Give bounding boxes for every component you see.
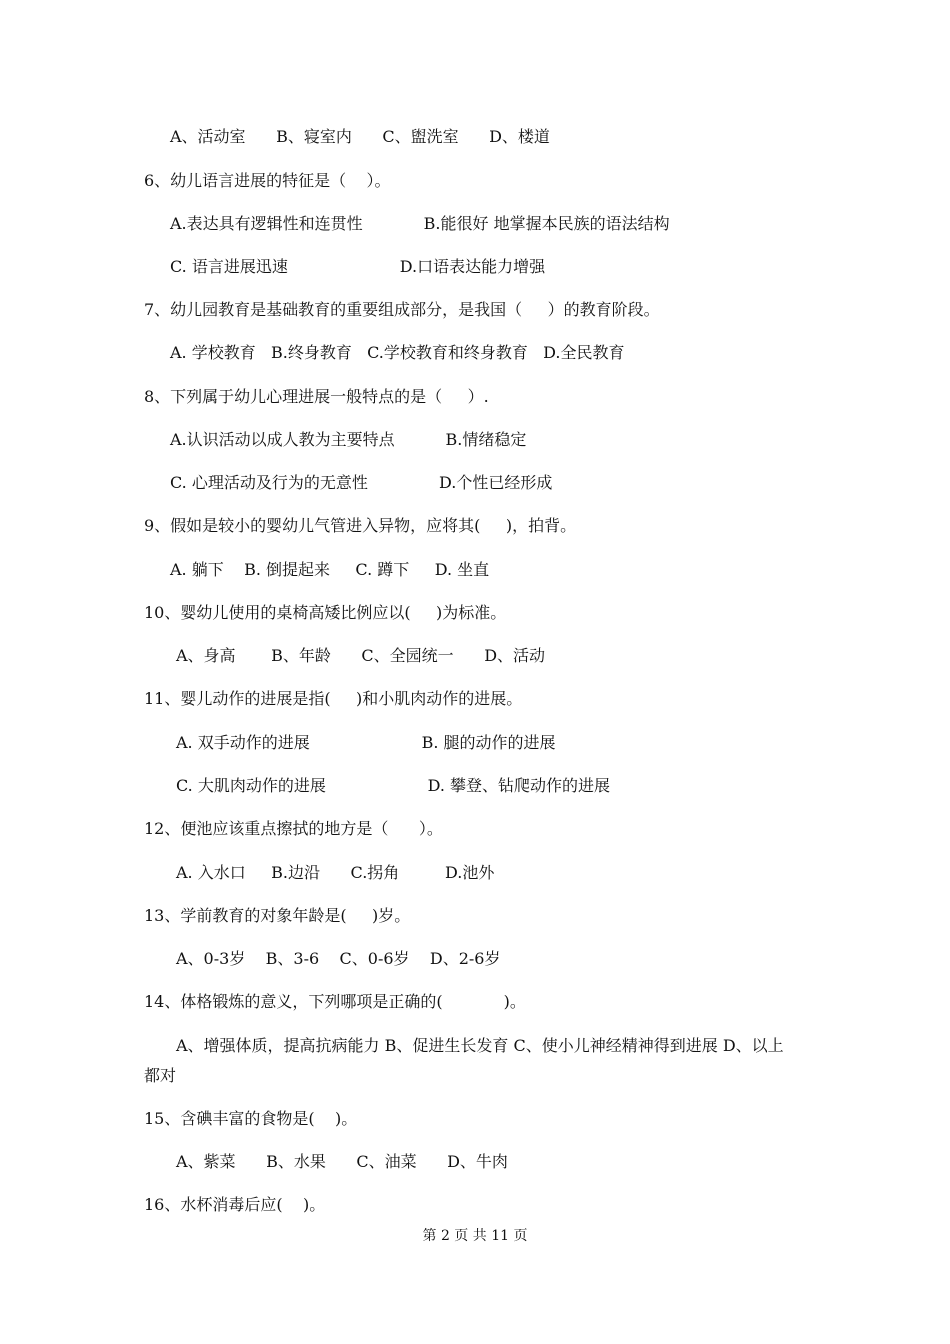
q11-options-row1: A. 双手动作的进展 B. 腿的动作的进展 — [176, 733, 556, 752]
q10-options: A、身高 B、年龄 C、全园统一 D、活动 — [176, 646, 546, 665]
q7-stem: 7、幼儿园教育是基础教育的重要组成部分，是我国（ ）的教育阶段。 — [144, 300, 660, 319]
q16-stem: 16、水杯消毒后应( )。 — [144, 1195, 326, 1214]
q9-stem: 9、假如是较小的婴幼儿气管进入异物，应将其( )，拍背。 — [144, 516, 577, 535]
q11-options-row2: C. 大肌肉动作的进展 D. 攀登、钻爬动作的进展 — [176, 776, 610, 795]
q10-stem: 10、婴幼儿使用的桌椅高矮比例应以( )为标准。 — [144, 603, 507, 622]
q5-options: A、活动室 B、寝室内 C、盥洗室 D、楼道 — [170, 127, 550, 146]
q13-stem: 13、学前教育的对象年龄是( )岁。 — [144, 906, 411, 925]
q6-options-row2: C. 语言进展迅速 D.口语表达能力增强 — [170, 257, 546, 276]
q7-options: A. 学校教育 B.终身教育 C.学校教育和终身教育 D.全民教育 — [170, 343, 625, 362]
q11-stem: 11、婴儿动作的进展是指( )和小肌肉动作的进展。 — [144, 689, 523, 708]
q8-options-row2: C. 心理活动及行为的无意性 D.个性已经形成 — [170, 473, 553, 492]
q6-stem: 6、幼儿语言进展的特征是（ ）。 — [144, 171, 391, 190]
q15-stem: 15、含碘丰富的食物是( )。 — [144, 1109, 358, 1128]
q8-options-row1: A.认识活动以成人教为主要特点 B.情绪稳定 — [170, 430, 527, 449]
q8-stem: 8、下列属于幼儿心理进展一般特点的是（ ）. — [144, 387, 489, 406]
q12-stem: 12、便池应该重点擦拭的地方是（ ）。 — [144, 819, 443, 838]
q15-options: A、紫菜 B、水果 C、油菜 D、牛肉 — [176, 1152, 508, 1171]
q13-options: A、0-3岁 B、3-6 C、0-6岁 D、2-6岁 — [176, 949, 501, 968]
q12-options: A. 入水口 B.边沿 C.拐角 D.池外 — [176, 863, 495, 882]
q14-options-row2: 都对 — [144, 1066, 177, 1085]
q14-stem: 14、体格锻炼的意义，下列哪项是正确的( )。 — [144, 992, 526, 1011]
q9-options: A. 躺下 B. 倒提起来 C. 蹲下 D. 坐直 — [170, 560, 490, 579]
page-number-footer: 第 2 页 共 11 页 — [422, 1228, 528, 1244]
q6-options-row1: A.表达具有逻辑性和连贯性 B.能很好 地掌握本民族的语法结构 — [170, 214, 670, 233]
q14-options-row1: A、增强体质，提高抗病能力 B、促进生长发育 C、使小儿神经精神得到进展 D、以上 — [176, 1036, 784, 1055]
